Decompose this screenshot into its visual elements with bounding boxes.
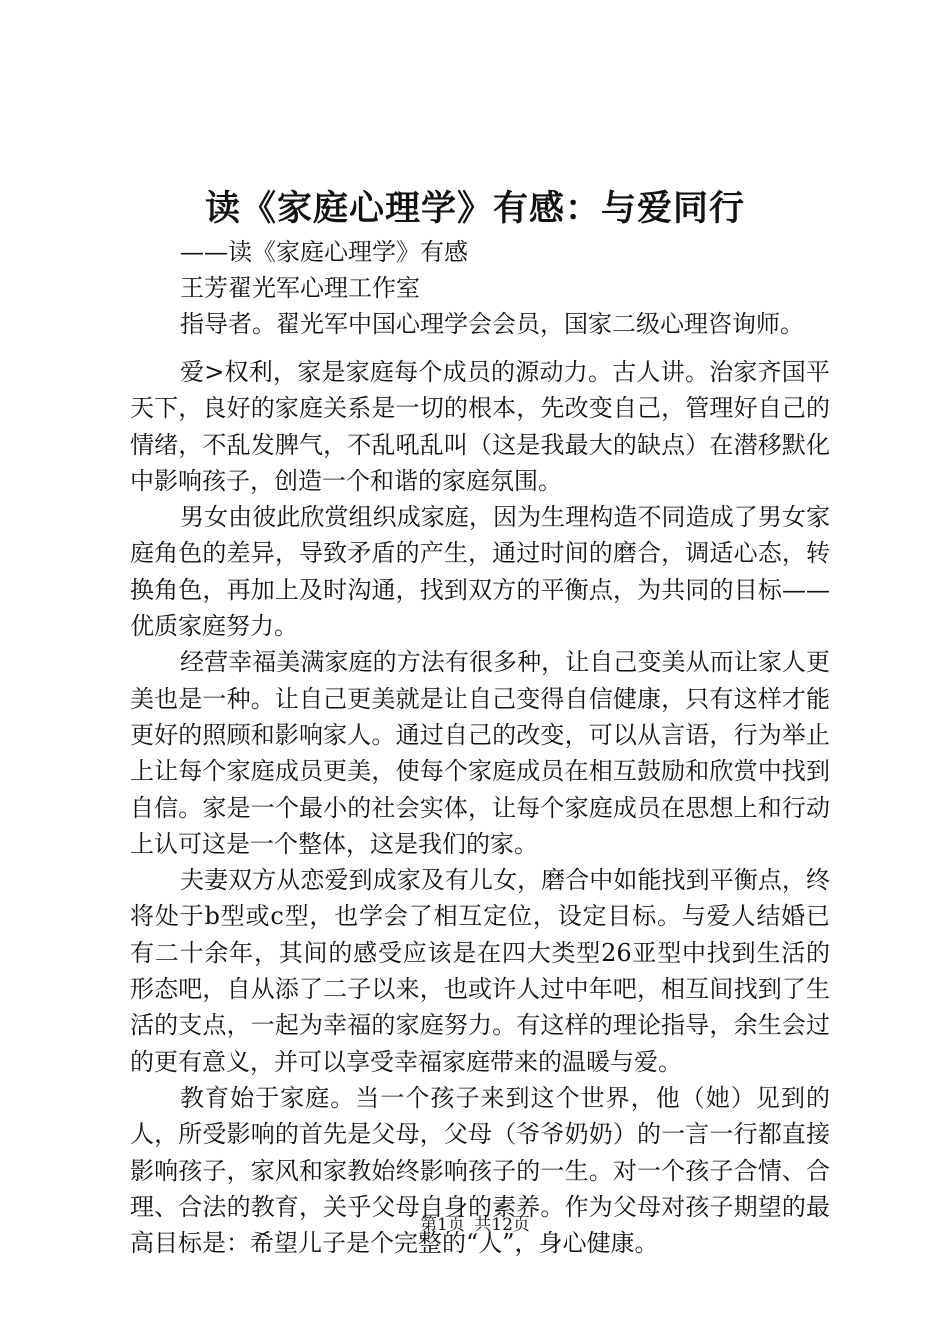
paragraph: 教育始于家庭。当一个孩子来到这个世界，他（她）见到的人，所受影响的首先是父母，父母（爷爷奶奶）的一言一行都直接影响孩子，家风和家教始终影响孩子的一生。对一个孩子合情、合理、合法的教育，关乎父母自身的素养。作为父母对孩子期望的最高目标是：希望儿子是个完整的“人”，身心健康。 [130, 1083, 830, 1258]
document-body [130, 354, 830, 1261]
document-author: 王芳翟光军心理工作室 [180, 274, 420, 302]
document-subtitle: ——读《家庭心理学》有感 [180, 238, 468, 266]
paragraph: 爱>权利，家是家庭每个成员的源动力。古人讲。治家齐国平天下，良好的家庭关系是一切的根本，先改变自己，管理好自己的情绪，不乱发脾气，不乱吼乱叫（这是我最大的缺点）在潜移默化中影响孩子，创造一个和谐的家庭氛围。 [130, 358, 830, 495]
document-meta [130, 234, 890, 342]
paragraph: 夫妻双方从恋爱到成家及有儿女，磨合中如能找到平衡点，终将处于b型或c型，也学会了相互定位，设定目标。与爱人结婚已有二十余年，其间的感受应该是在四大类型26亚型中找到生活的形态吧，自从添了二子以来，也或许人过中年吧，相互间找到了生活的支点，一起为幸福的家庭努力。有这样的理论指导，余生会过的更有意义，并可以享受幸福家庭带来的温暖与爱。 [130, 866, 830, 1076]
page-number: 第1页 [420, 1215, 465, 1235]
document-advisor: 指导者。翟光军中国心理学会会员，国家二级心理咨询师。 [180, 310, 804, 338]
page-total: 共12页 [474, 1215, 530, 1235]
document-title: 读《家庭心理学》有感：与爱同行 [204, 188, 745, 229]
page-footer [0, 1213, 950, 1237]
paragraph: 经营幸福美满家庭的方法有很多种，让自己变美从而让家人更美也是一种。让自己更美就是让自己变得自信健康，只有这样才能更好的照顾和影响家人。通过自己的改变，可以从言语，行为举止上让每个家庭成员更美，使每个家庭成员在相互鼓励和欣赏中找到自信。家是一个最小的社会实体，让每个家庭成员在思想上和行动上认可这是一个整体，这是我们的家。 [130, 648, 830, 858]
paragraph: 男女由彼此欣赏组织成家庭，因为生理构造不同造成了男女家庭角色的差异，导致矛盾的产生，通过时间的磨合，调适心态，转换角色，再加上及时沟通，找到双方的平衡点，为共同的目标——优质家庭努力。 [130, 503, 830, 641]
